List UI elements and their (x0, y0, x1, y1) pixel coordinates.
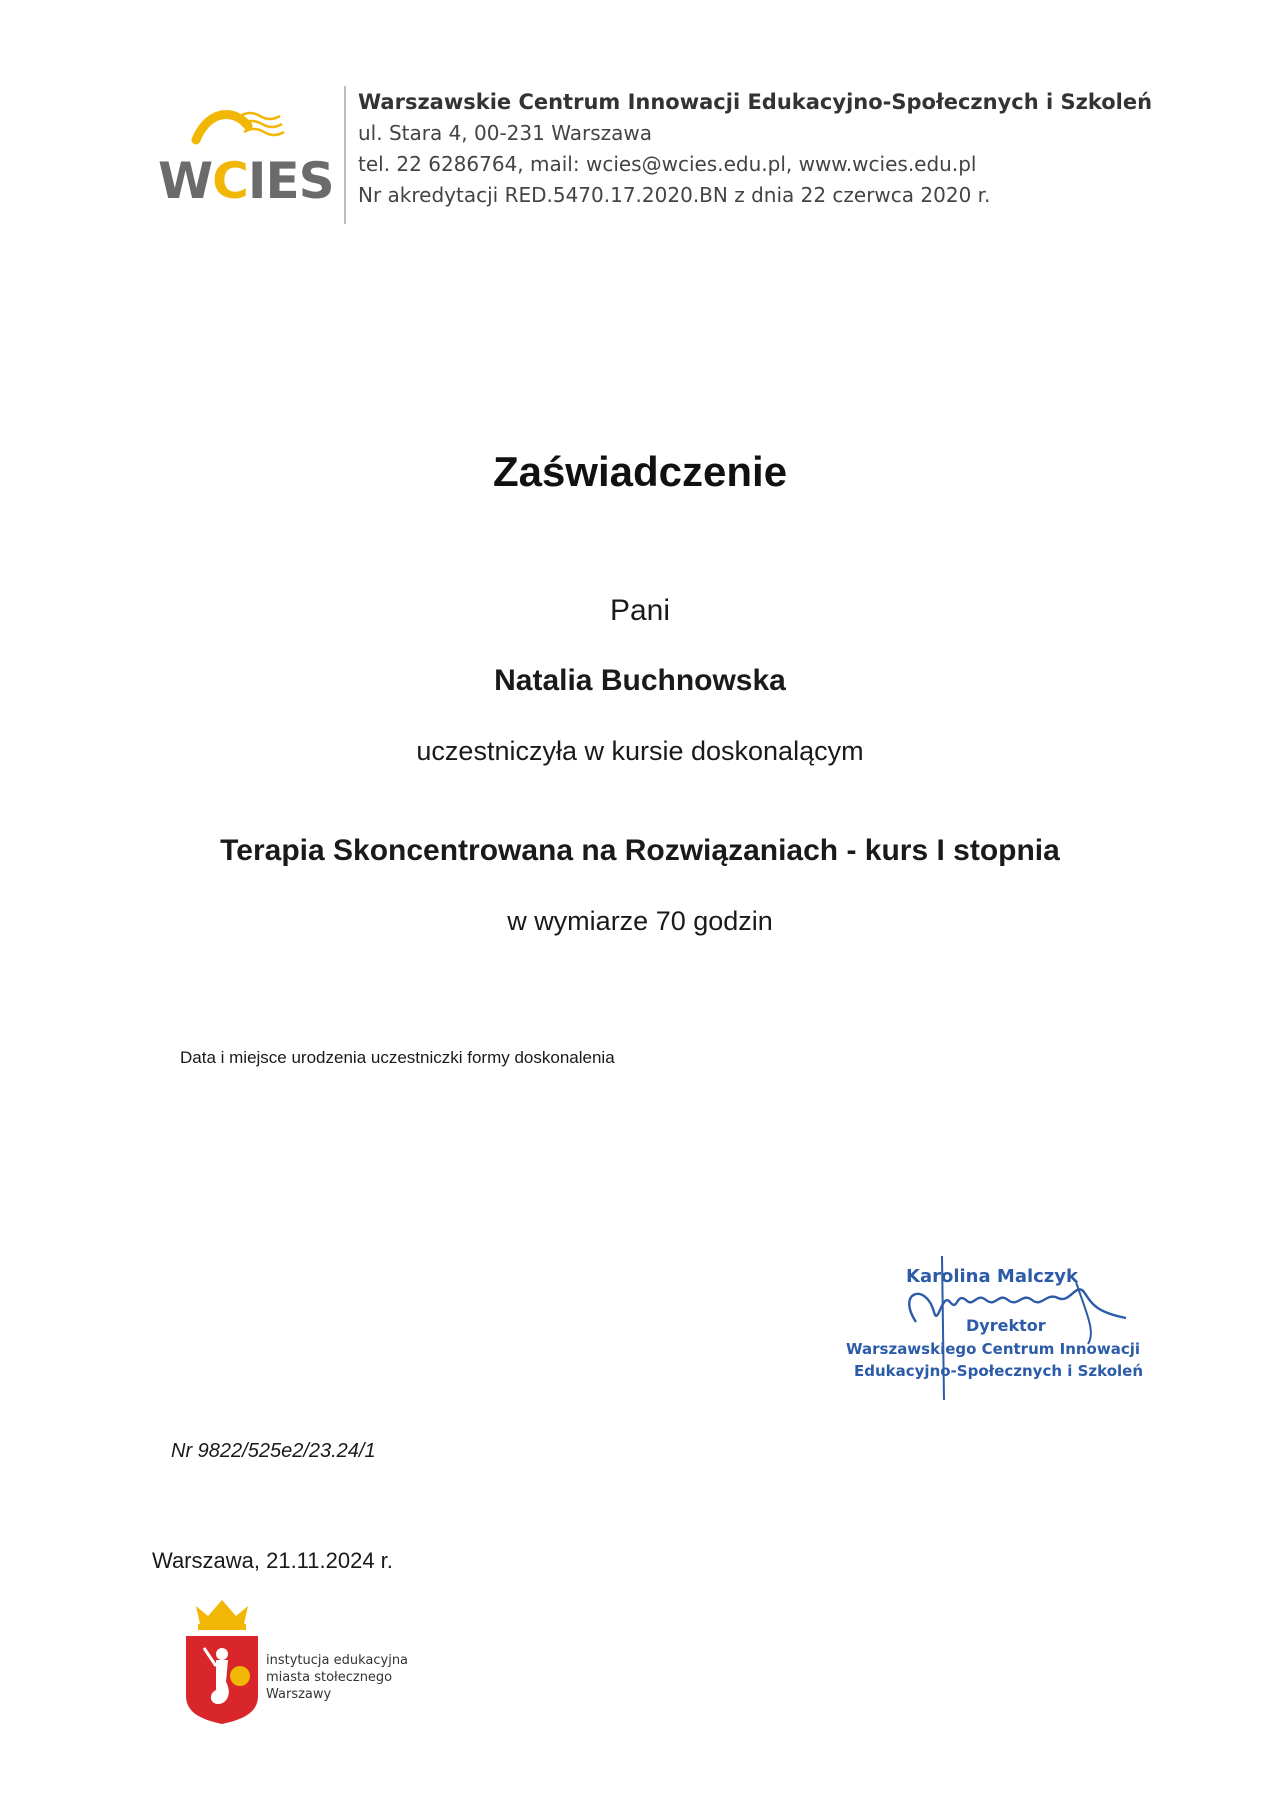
footer-institution-text (266, 1652, 408, 1703)
stamp-role: Dyrektor (966, 1316, 1046, 1335)
footer-line2: miasta stołecznego (266, 1670, 393, 1685)
org-address: ul. Stara 4, 00-231 Warszawa (358, 121, 652, 145)
director-stamp (846, 1252, 1176, 1402)
header-divider (344, 86, 346, 224)
birth-label: Data i miejsce urodzenia uczestniczki formy doskonalenia (180, 1048, 615, 1067)
certificate-number: Nr 9822/525e2/23.24/1 (171, 1440, 376, 1462)
stamp-institution-line2: Edukacyjno-Społecznych i Szkoleń (854, 1362, 1144, 1380)
warsaw-crest-icon (182, 1596, 262, 1726)
signature-icon (846, 1252, 1176, 1402)
logo-swoosh-icon (156, 100, 326, 160)
wcies-logo (156, 100, 334, 210)
footer-line1: instytucja edukacyjna (266, 1653, 409, 1668)
org-accreditation: Nr akredytacji RED.5470.17.2020.BN z dnia 22 czerwca 2020 r. (358, 183, 991, 207)
org-name: Warszawskie Centrum Innowacji Edukacyjno-Społecznych i Szkoleń (358, 90, 1153, 114)
stamp-institution-line1: Warszawskiego Centrum Innowacji (846, 1340, 1141, 1358)
certificate-title: Zaświadczenie (492, 448, 788, 495)
course-title: Terapia Skoncentrowana na Rozwiązaniach - kurs I stopnia (220, 834, 1060, 867)
footer-line3: Warszawy (266, 1687, 332, 1702)
letterhead (156, 86, 1156, 226)
place-date: Warszawa, 21.11.2024 r. (152, 1548, 393, 1573)
logo-wordmark: WCIES (158, 152, 334, 210)
org-info (358, 90, 1158, 207)
hours-text: w wymiarze 70 godzin (507, 906, 773, 936)
salutation: Pani (609, 594, 671, 627)
org-contact: tel. 22 6286764, mail: wcies@wcies.edu.pl, www.wcies.edu.pl (358, 152, 977, 176)
participant-name: Natalia Buchnowska (494, 664, 786, 697)
participation-text: uczestniczyła w kursie doskonalącym (416, 736, 864, 766)
stamp-name: Karolina Malczyk (906, 1266, 1078, 1287)
